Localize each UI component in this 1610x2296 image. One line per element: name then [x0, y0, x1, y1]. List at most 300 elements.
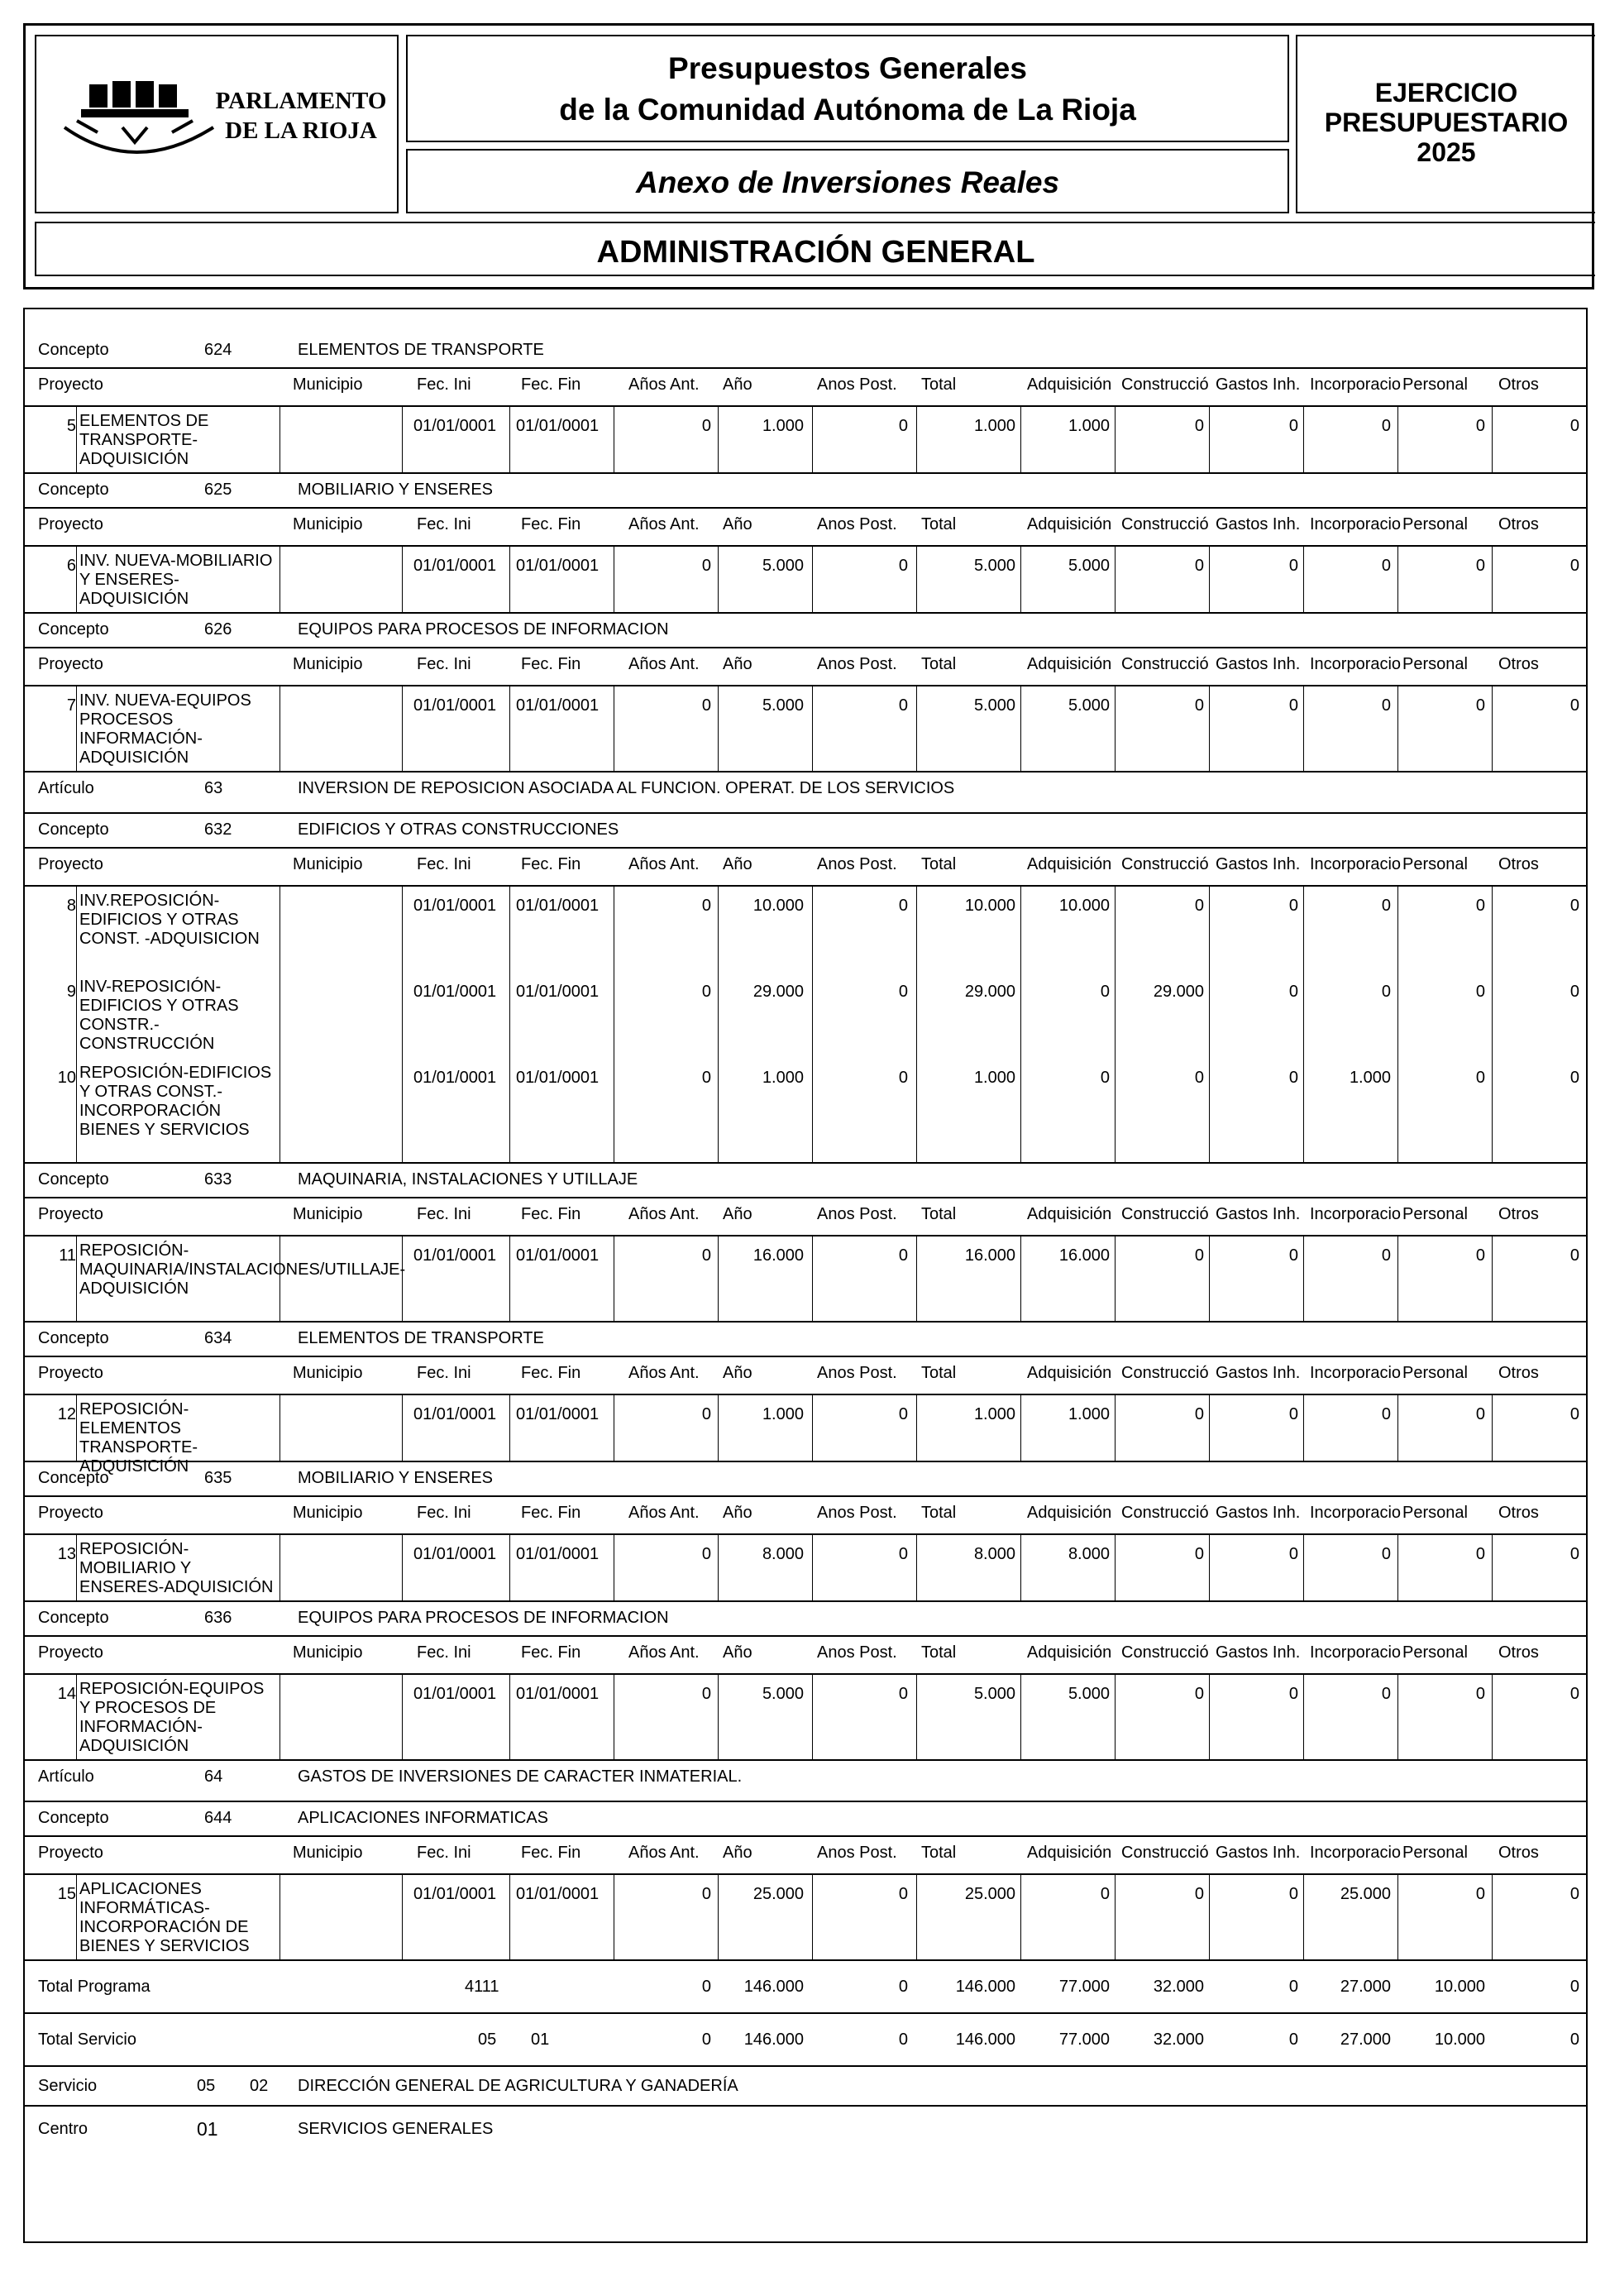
- column-divider: [1209, 1533, 1210, 1600]
- centro-label: Centro: [38, 2120, 88, 2138]
- total-programa-ano: 146.000: [743, 1978, 804, 1996]
- column-divider: [1397, 405, 1398, 472]
- column-divider: [916, 1394, 917, 1461]
- servicio-code2: 02: [250, 2077, 269, 2095]
- fec-ini-value: 01/01/0001: [413, 897, 497, 915]
- amount-per: 0: [1475, 1405, 1485, 1423]
- column-divider: [1209, 1235, 1210, 1321]
- amount-inc: 1.000: [1349, 1069, 1391, 1087]
- amount-ant: 0: [701, 1885, 711, 1903]
- col-header-fec-fin: Fec. Fin: [521, 1504, 581, 1522]
- row-divider: [25, 1394, 1586, 1395]
- col-header-fec-fin: Fec. Fin: [521, 1364, 581, 1382]
- total-programa-adq: 77.000: [1058, 1978, 1110, 1996]
- col-header-anos-post: Anos Post.: [817, 515, 897, 533]
- col-header-fec-fin: Fec. Fin: [521, 1844, 581, 1862]
- title-line2: de la Comunidad Autónoma de La Rioja: [559, 93, 1136, 127]
- project-name: REPOSICIÓN-EQUIPOS Y PROCESOS DE INFORMACIÓN-ADQUISICIÓN: [79, 1680, 265, 1755]
- col-header-fec-ini: Fec. Ini: [417, 1844, 471, 1862]
- row-divider: [25, 507, 1586, 509]
- amount-post: 0: [898, 417, 908, 435]
- fec-fin-value: 01/01/0001: [516, 1885, 600, 1903]
- column-divider: [916, 685, 917, 771]
- column-divider: [279, 545, 280, 612]
- col-header-municipio: Municipio: [293, 655, 363, 673]
- col-header-adquisicion: Adquisición: [1027, 1504, 1112, 1522]
- centro-name: SERVICIOS GENERALES: [298, 2120, 494, 2138]
- amount-inc: 0: [1381, 557, 1391, 575]
- total-programa-inc: 27.000: [1340, 1978, 1391, 1996]
- project-number: 6: [66, 557, 76, 575]
- concepto-label: Concepto: [38, 1469, 109, 1487]
- amount-per: 0: [1475, 696, 1485, 715]
- total-programa-code: 4111: [465, 1978, 499, 1996]
- fec-fin-value: 01/01/0001: [516, 696, 600, 715]
- amount-ano: 1.000: [762, 1405, 804, 1423]
- amount-tot: 10.000: [964, 897, 1015, 915]
- concepto-code: 635: [204, 1469, 232, 1487]
- articulo-label: Artículo: [38, 779, 94, 797]
- amount-ano: 5.000: [762, 557, 804, 575]
- amount-con: 0: [1194, 897, 1204, 915]
- amount-per: 0: [1475, 1885, 1485, 1903]
- amount-per: 0: [1475, 557, 1485, 575]
- row-divider: [25, 685, 1586, 686]
- amount-otr: 0: [1569, 696, 1579, 715]
- column-divider: [1020, 545, 1021, 612]
- row-divider: [25, 812, 1586, 814]
- col-header-ano: Año: [723, 655, 752, 673]
- col-header-proyecto: Proyecto: [38, 855, 103, 873]
- total-programa-post: 0: [898, 1978, 908, 1996]
- amount-gas: 0: [1288, 1069, 1298, 1087]
- column-divider: [1020, 405, 1021, 472]
- column-divider: [402, 1533, 403, 1600]
- col-header-gastos: Gastos Inh.: [1216, 1364, 1301, 1382]
- amount-ant: 0: [701, 897, 711, 915]
- col-header-anos-ant: Años Ant.: [628, 1364, 700, 1382]
- row-divider: [25, 612, 1586, 614]
- concepto-name: ELEMENTOS DE TRANSPORTE: [298, 1329, 544, 1347]
- amount-con: 0: [1194, 1545, 1204, 1563]
- col-header-personal: Personal: [1402, 375, 1468, 394]
- col-header-adquisicion: Adquisición: [1027, 375, 1112, 394]
- column-divider: [76, 1673, 77, 1759]
- column-divider: [1115, 1235, 1116, 1321]
- amount-adq: 1.000: [1068, 1405, 1110, 1423]
- col-header-anos-ant: Años Ant.: [628, 1844, 700, 1862]
- col-header-municipio: Municipio: [293, 1205, 363, 1223]
- col-header-otros: Otros: [1498, 1844, 1539, 1862]
- column-divider: [812, 1873, 813, 1959]
- amount-tot: 25.000: [964, 1885, 1015, 1903]
- column-divider: [509, 885, 510, 1162]
- row-divider: [25, 1495, 1586, 1497]
- row-divider: [25, 2105, 1586, 2107]
- column-divider: [1115, 545, 1116, 612]
- col-header-total: Total: [921, 515, 957, 533]
- column-divider: [402, 405, 403, 472]
- row-divider: [25, 1461, 1586, 1462]
- column-divider: [279, 1673, 280, 1759]
- column-divider: [1303, 1394, 1304, 1461]
- col-header-municipio: Municipio: [293, 1364, 363, 1382]
- fec-fin-value: 01/01/0001: [516, 1685, 600, 1703]
- amount-con: 0: [1194, 1246, 1204, 1265]
- column-divider: [1115, 1394, 1116, 1461]
- col-header-ano: Año: [723, 855, 752, 873]
- amount-per: 0: [1475, 1545, 1485, 1563]
- amount-con: 0: [1194, 1885, 1204, 1903]
- col-header-construccion: Construcció: [1121, 1504, 1209, 1522]
- column-divider: [1397, 685, 1398, 771]
- col-header-incorporacion: Incorporacio: [1310, 1504, 1402, 1522]
- col-header-personal: Personal: [1402, 855, 1468, 873]
- concepto-label: Concepto: [38, 481, 109, 499]
- servicio-code1: 05: [197, 2077, 216, 2095]
- column-divider: [812, 545, 813, 612]
- amount-per: 0: [1475, 897, 1485, 915]
- col-header-otros: Otros: [1498, 1364, 1539, 1382]
- project-number: 7: [66, 696, 76, 715]
- col-header-proyecto: Proyecto: [38, 1504, 103, 1522]
- amount-ano: 5.000: [762, 696, 804, 715]
- amount-otr: 0: [1569, 897, 1579, 915]
- col-header-municipio: Municipio: [293, 1643, 363, 1662]
- amount-adq: 5.000: [1068, 696, 1110, 715]
- column-divider: [76, 1873, 77, 1959]
- col-header-fec-fin: Fec. Fin: [521, 655, 581, 673]
- column-divider: [1303, 545, 1304, 612]
- fec-ini-value: 01/01/0001: [413, 1405, 497, 1423]
- col-header-ano: Año: [723, 1205, 752, 1223]
- column-divider: [718, 405, 719, 472]
- amount-post: 0: [898, 1246, 908, 1265]
- fec-fin-value: 01/01/0001: [516, 983, 600, 1001]
- fec-fin-value: 01/01/0001: [516, 1545, 600, 1563]
- column-divider: [76, 1533, 77, 1600]
- column-divider: [1397, 1235, 1398, 1321]
- row-divider: [25, 1600, 1586, 1602]
- row-divider: [25, 1635, 1586, 1637]
- amount-per: 0: [1475, 417, 1485, 435]
- col-header-total: Total: [921, 655, 957, 673]
- amount-per: 0: [1475, 1685, 1485, 1703]
- amount-per: 0: [1475, 983, 1485, 1001]
- column-divider: [509, 1394, 510, 1461]
- col-header-anos-post: Anos Post.: [817, 1504, 897, 1522]
- column-divider: [1397, 1873, 1398, 1959]
- column-divider: [1020, 1673, 1021, 1759]
- column-divider: [279, 685, 280, 771]
- row-divider: [25, 771, 1586, 773]
- amount-post: 0: [898, 1405, 908, 1423]
- col-header-municipio: Municipio: [293, 515, 363, 533]
- fec-ini-value: 01/01/0001: [413, 1246, 497, 1265]
- total-programa-label: Total Programa: [38, 1978, 150, 1996]
- section-box: [35, 222, 1595, 276]
- project-name: INV. NUEVA-MOBILIARIO Y ENSERES-ADQUISICIÓN: [79, 552, 273, 608]
- col-header-proyecto: Proyecto: [38, 655, 103, 673]
- col-header-incorporacion: Incorporacio: [1310, 655, 1402, 673]
- col-header-anos-post: Anos Post.: [817, 1844, 897, 1862]
- amount-post: 0: [898, 696, 908, 715]
- amount-adq: 5.000: [1068, 1685, 1110, 1703]
- project-name: APLICACIONES INFORMÁTICAS-INCORPORACIÓN DE BIENES Y SERVICIOS: [79, 1880, 250, 1955]
- concepto-name: MOBILIARIO Y ENSERES: [298, 1469, 494, 1487]
- col-header-incorporacion: Incorporacio: [1310, 375, 1402, 394]
- col-header-personal: Personal: [1402, 515, 1468, 533]
- col-header-fec-fin: Fec. Fin: [521, 855, 581, 873]
- total-servicio-label: Total Servicio: [38, 2031, 136, 2049]
- project-number: 12: [57, 1405, 76, 1423]
- total-servicio-tot: 146.000: [955, 2031, 1015, 2049]
- amount-gas: 0: [1288, 897, 1298, 915]
- amount-otr: 0: [1569, 983, 1579, 1001]
- col-header-anos-ant: Años Ant.: [628, 1643, 700, 1662]
- amount-otr: 0: [1569, 1545, 1579, 1563]
- column-divider: [1303, 1673, 1304, 1759]
- column-divider: [1492, 1394, 1493, 1461]
- project-name: REPOSICIÓN-MAQUINARIA/INSTALACIONES/UTILLAJE- ADQUISICIÓN: [79, 1241, 406, 1298]
- col-header-total: Total: [921, 1364, 957, 1382]
- amount-post: 0: [898, 983, 908, 1001]
- column-divider: [1492, 885, 1493, 1162]
- amount-tot: 5.000: [973, 1685, 1015, 1703]
- concepto-label: Concepto: [38, 1809, 109, 1827]
- amount-post: 0: [898, 557, 908, 575]
- amount-otr: 0: [1569, 1685, 1579, 1703]
- col-header-construccion: Construcció: [1121, 375, 1209, 394]
- column-divider: [76, 1394, 77, 1461]
- amount-ant: 0: [701, 417, 711, 435]
- column-divider: [1303, 1533, 1304, 1600]
- col-header-anos-post: Anos Post.: [817, 1205, 897, 1223]
- amount-gas: 0: [1288, 1885, 1298, 1903]
- col-header-total: Total: [921, 1643, 957, 1662]
- project-name: INV-REPOSICIÓN-EDIFICIOS Y OTRAS CONSTR.-CONSTRUCCIÓN: [79, 978, 239, 1053]
- col-header-anos-ant: Años Ant.: [628, 515, 700, 533]
- column-divider: [916, 545, 917, 612]
- project-number: 5: [66, 417, 76, 435]
- amount-ano: 5.000: [762, 1685, 804, 1703]
- col-header-incorporacion: Incorporacio: [1310, 1844, 1402, 1862]
- project-name: ELEMENTOS DE TRANSPORTE-ADQUISICIÓN: [79, 412, 209, 468]
- column-divider: [402, 885, 403, 1162]
- col-header-fec-ini: Fec. Ini: [417, 1205, 471, 1223]
- ejercicio-year: 2025: [1417, 137, 1476, 167]
- col-header-adquisicion: Adquisición: [1027, 855, 1112, 873]
- amount-inc: 0: [1381, 897, 1391, 915]
- amount-tot: 1.000: [973, 1405, 1015, 1423]
- column-divider: [509, 1235, 510, 1321]
- column-divider: [1020, 885, 1021, 1162]
- articulo-name: INVERSION DE REPOSICION ASOCIADA AL FUNCION. OPERAT. DE LOS SERVICIOS: [298, 779, 955, 797]
- col-header-construccion: Construcció: [1121, 515, 1209, 533]
- amount-inc: 0: [1381, 417, 1391, 435]
- column-divider: [812, 885, 813, 1162]
- amount-tot: 5.000: [973, 557, 1015, 575]
- col-header-ano: Año: [723, 1504, 752, 1522]
- column-divider: [1115, 1673, 1116, 1759]
- amount-inc: 0: [1381, 1246, 1391, 1265]
- col-header-total: Total: [921, 1504, 957, 1522]
- col-header-gastos: Gastos Inh.: [1216, 1844, 1301, 1862]
- column-divider: [1209, 1394, 1210, 1461]
- col-header-anos-post: Anos Post.: [817, 1364, 897, 1382]
- row-divider: [25, 1759, 1586, 1761]
- total-programa-per: 10.000: [1434, 1978, 1485, 1996]
- concepto-code: 634: [204, 1329, 232, 1347]
- row-divider: [25, 1321, 1586, 1323]
- amount-tot: 8.000: [973, 1545, 1015, 1563]
- col-header-otros: Otros: [1498, 1643, 1539, 1662]
- row-divider: [25, 2065, 1586, 2067]
- amount-ano: 1.000: [762, 417, 804, 435]
- amount-otr: 0: [1569, 1069, 1579, 1087]
- amount-ant: 0: [701, 1685, 711, 1703]
- col-header-construccion: Construcció: [1121, 1364, 1209, 1382]
- concepto-label: Concepto: [38, 1329, 109, 1347]
- col-header-otros: Otros: [1498, 1205, 1539, 1223]
- total-servicio-per: 10.000: [1434, 2031, 1485, 2049]
- column-divider: [1303, 685, 1304, 771]
- column-divider: [718, 885, 719, 1162]
- col-header-otros: Otros: [1498, 515, 1539, 533]
- col-header-fec-ini: Fec. Ini: [417, 1643, 471, 1662]
- concepto-code: 644: [204, 1809, 232, 1827]
- amount-inc: 0: [1381, 1545, 1391, 1563]
- articulo-name: GASTOS DE INVERSIONES DE CARACTER INMATERIAL.: [298, 1767, 743, 1786]
- col-header-anos-ant: Años Ant.: [628, 1205, 700, 1223]
- amount-ano: 16.000: [752, 1246, 804, 1265]
- amount-gas: 0: [1288, 1246, 1298, 1265]
- fec-ini-value: 01/01/0001: [413, 1545, 497, 1563]
- project-number: 10: [57, 1069, 76, 1087]
- amount-otr: 0: [1569, 1405, 1579, 1423]
- col-header-total: Total: [921, 855, 957, 873]
- logo-text-line1: PARLAMENTO: [215, 88, 387, 114]
- column-divider: [1115, 405, 1116, 472]
- column-divider: [718, 1235, 719, 1321]
- column-divider: [812, 405, 813, 472]
- column-divider: [76, 885, 77, 1162]
- concepto-name: MOBILIARIO Y ENSERES: [298, 481, 494, 499]
- column-divider: [1492, 1235, 1493, 1321]
- fec-fin-value: 01/01/0001: [516, 557, 600, 575]
- amount-gas: 0: [1288, 417, 1298, 435]
- col-header-personal: Personal: [1402, 1364, 1468, 1382]
- column-divider: [279, 405, 280, 472]
- column-divider: [916, 1873, 917, 1959]
- col-header-incorporacion: Incorporacio: [1310, 515, 1402, 533]
- row-divider: [25, 2012, 1586, 2014]
- col-header-construccion: Construcció: [1121, 855, 1209, 873]
- col-header-construccion: Construcció: [1121, 1205, 1209, 1223]
- column-divider: [1209, 685, 1210, 771]
- amount-ant: 0: [701, 1246, 711, 1265]
- col-header-otros: Otros: [1498, 1504, 1539, 1522]
- total-servicio-code1: 05: [478, 2031, 497, 2049]
- concepto-name: EQUIPOS PARA PROCESOS DE INFORMACION: [298, 1609, 669, 1627]
- amount-inc: 0: [1381, 1685, 1391, 1703]
- col-header-anos-ant: Años Ant.: [628, 655, 700, 673]
- fec-ini-value: 01/01/0001: [413, 1069, 497, 1087]
- amount-adq: 0: [1100, 1069, 1110, 1087]
- row-divider: [25, 1959, 1586, 1961]
- col-header-anos-post: Anos Post.: [817, 655, 897, 673]
- column-divider: [279, 1235, 280, 1321]
- column-divider: [718, 1533, 719, 1600]
- col-header-incorporacion: Incorporacio: [1310, 1205, 1402, 1223]
- amount-gas: 0: [1288, 983, 1298, 1001]
- column-divider: [279, 1533, 280, 1600]
- concepto-name: MAQUINARIA, INSTALACIONES Y UTILLAJE: [298, 1170, 638, 1189]
- column-divider: [402, 1673, 403, 1759]
- column-divider: [509, 1673, 510, 1759]
- total-servicio-ano: 146.000: [743, 2031, 804, 2049]
- amount-post: 0: [898, 1885, 908, 1903]
- row-divider: [25, 1873, 1586, 1875]
- col-header-gastos: Gastos Inh.: [1216, 375, 1301, 394]
- amount-adq: 1.000: [1068, 417, 1110, 435]
- column-divider: [916, 1235, 917, 1321]
- col-header-fec-ini: Fec. Ini: [417, 375, 471, 394]
- concepto-name: EDIFICIOS Y OTRAS CONSTRUCCIONES: [298, 820, 619, 839]
- amount-ano: 10.000: [752, 897, 804, 915]
- row-divider: [25, 847, 1586, 849]
- fec-ini-value: 01/01/0001: [413, 557, 497, 575]
- amount-ano: 1.000: [762, 1069, 804, 1087]
- budget-table: [23, 308, 1588, 2243]
- col-header-ano: Año: [723, 1643, 752, 1662]
- col-header-proyecto: Proyecto: [38, 1844, 103, 1862]
- col-header-otros: Otros: [1498, 655, 1539, 673]
- fec-ini-value: 01/01/0001: [413, 696, 497, 715]
- column-divider: [1303, 1873, 1304, 1959]
- project-number: 15: [57, 1885, 76, 1903]
- total-servicio-post: 0: [898, 2031, 908, 2049]
- amount-per: 0: [1475, 1069, 1485, 1087]
- column-divider: [279, 885, 280, 1162]
- column-divider: [402, 685, 403, 771]
- col-header-fec-ini: Fec. Ini: [417, 1504, 471, 1522]
- row-divider: [25, 1835, 1586, 1837]
- total-servicio-otr: 0: [1569, 2031, 1579, 2049]
- fec-ini-value: 01/01/0001: [413, 417, 497, 435]
- column-divider: [1209, 885, 1210, 1162]
- fec-fin-value: 01/01/0001: [516, 1246, 600, 1265]
- amount-tot: 29.000: [964, 983, 1015, 1001]
- amount-con: 0: [1194, 696, 1204, 715]
- fec-fin-value: 01/01/0001: [516, 1405, 600, 1423]
- col-header-fec-fin: Fec. Fin: [521, 1643, 581, 1662]
- ejercicio-line1: EJERCICIO: [1374, 78, 1518, 108]
- col-header-total: Total: [921, 1844, 957, 1862]
- title-line1: Presupuestos Generales: [668, 51, 1027, 85]
- amount-gas: 0: [1288, 696, 1298, 715]
- subtitle: Anexo de Inversiones Reales: [635, 165, 1060, 199]
- column-divider: [76, 405, 77, 472]
- row-divider: [25, 647, 1586, 648]
- col-header-anos-post: Anos Post.: [817, 855, 897, 873]
- column-divider: [509, 405, 510, 472]
- project-number: 13: [57, 1545, 76, 1563]
- column-divider: [1492, 1673, 1493, 1759]
- amount-tot: 16.000: [964, 1246, 1015, 1265]
- fec-ini-value: 01/01/0001: [413, 1685, 497, 1703]
- concepto-code: 632: [204, 820, 232, 839]
